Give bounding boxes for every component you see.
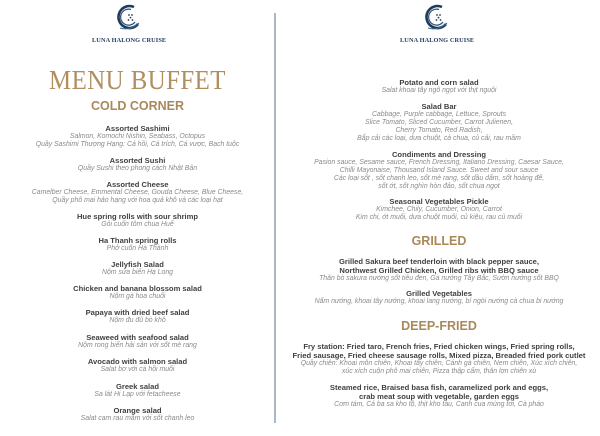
menu-item: [278, 102, 600, 143]
dish-description: Pasion sauce, Sesame sauce, French Dressing, Italiano Dressing, Caesar Sauce,: [314, 159, 564, 166]
menu-item: [278, 289, 600, 306]
dish-name: Salad Bar: [421, 102, 457, 111]
dish-name: Papaya with dried beef salad: [85, 308, 190, 317]
menu-title: MENU BUFFET: [49, 65, 226, 95]
menu-item: [278, 197, 600, 222]
right-page: [278, 0, 600, 436]
dish-name: Fry station: Fried taro, French fries, Fried chicken wings, Fried spring rolls,: [303, 342, 575, 351]
dish-name: Hue spring rolls with sour shrimp: [76, 212, 199, 221]
menu-item: [0, 357, 275, 374]
dish-description: Nộm đu đủ bò khô: [109, 317, 166, 324]
dish-name: Grilled Sakura beef tenderloin with black pepper sauce,: [338, 257, 540, 266]
menu-item: [0, 180, 275, 205]
dish-description: Phở cuốn Hà Thành: [106, 245, 169, 252]
dish-description: Chilli Mayonaise, Thousand Island Sauce. Sweet and sour sauce: [339, 167, 539, 174]
menu-item: [278, 342, 600, 376]
menu-item: [0, 156, 275, 173]
menu-item: [0, 260, 275, 277]
dish-description: Salat khoai tây ngô ngọt với thịt nguội: [381, 87, 497, 94]
dish-description: Kimchee, Chily, Cucumber, Onion, Carrot: [376, 206, 502, 213]
dish-description: sốt ớt, sốt nghìn hòn đảo, sốt chua ngọt: [378, 183, 500, 190]
dish-description: Nấm nướng, khoai tây nướng, khoai lang nướng, bí ngòi nướng cà chua bi nướng: [314, 298, 564, 305]
dish-name: crab meat soup with vegetable, garden eggs: [359, 392, 519, 401]
dish-name: Avocado with salmon salad: [87, 357, 188, 366]
menu-item: [0, 308, 275, 325]
dish-description: Salmon, Komochi Nishin, Seabass, Octopus: [69, 133, 206, 140]
dish-description: Quầy phô mai hảo hạng với hoa quả khô và các loại hạt: [52, 197, 223, 204]
menu-item: [0, 284, 275, 301]
menu-item: [0, 406, 275, 423]
dish-description: Kim chi, ớt muối, dưa chuột muối, củ kiệu, rau củ muối: [355, 214, 523, 221]
dish-description: Quầy chiên: Khoai môn chiên, Khoai tây chiên, Cánh gà chiên, Nem chiên, Xúc xích chiên,: [300, 360, 578, 367]
dish-description: Nộm sứa biển Hạ Long: [101, 269, 174, 276]
section-deep-fried: DEEP-FRIED: [401, 319, 477, 333]
menu-item: [0, 236, 275, 253]
left-page: [0, 0, 275, 436]
dish-name: Potato and corn salad: [399, 78, 479, 87]
dish-name: Assorted Sushi: [109, 156, 166, 165]
dish-name: Greek salad: [115, 382, 160, 391]
dish-description: Nộm gà hoa chuối: [109, 293, 166, 300]
menu-item: [0, 212, 275, 229]
menu-item: [278, 150, 600, 191]
dish-description: Camelber Cheese, Emmental Cheese, Gouda Cheese, Blue Cheese,: [31, 189, 244, 196]
menu-item: [278, 257, 600, 283]
brand-name: LUNA HALONG CRUISE: [400, 37, 475, 44]
dish-name: Orange salad: [113, 406, 162, 415]
dish-description: Các loại sốt , sốt chanh leo, sốt mè rang, sốt dầu dấm, sốt hoàng đế,: [333, 175, 545, 182]
section-cold-corner: COLD CORNER: [90, 99, 185, 113]
dish-name: Grilled Vegetables: [406, 289, 472, 298]
menu-item: [0, 124, 275, 149]
dish-description: Cabbage, Purple cabbage, Lettuce, Sprouts: [371, 111, 507, 118]
dish-description: Thăn bò sakura nướng sốt tiêu đen, Gà nướng Tây Bắc, Sườn nướng sốt BBQ: [319, 275, 559, 282]
luna-logo-icon: [420, 3, 452, 31]
dish-description: Salat cam rau mầm với sốt chanh leo: [80, 415, 195, 422]
dish-name: Seasonal Vegetables Pickle: [389, 197, 489, 206]
dish-name: Northwest Grilled Chicken, Grilled ribs with BBQ sauce: [339, 266, 539, 275]
dish-description: Bắp cải các loại, dưa chuột, cà chua, củ cải, rau mầm: [357, 135, 521, 142]
dish-name: Assorted Cheese: [106, 180, 169, 189]
dish-name: Assorted Sashimi: [105, 124, 170, 133]
dish-description: xúc xích cuộn phô mai chiên, Pizza thập cẩm, thăn lợn chiên xù: [341, 368, 537, 375]
dish-name: Seaweed with seafood salad: [86, 333, 189, 342]
dish-description: Slice Tomato, Sliced Cucumber, Carrot Julienen,: [365, 119, 513, 126]
dish-description: Sa lát Hi Lạp với fetacheese: [94, 391, 181, 398]
luna-logo-icon: [112, 3, 144, 31]
dish-name: Chicken and banana blossom salad: [73, 284, 202, 293]
dish-description: Cơm tám, Cá ba sa kho tộ, thịt kho tàu, Canh cua mùng tơi, Cà pháo: [334, 401, 544, 408]
dish-description: Cherry Tomato, Red Radish,: [395, 127, 483, 134]
dish-name: Condiments and Dressing: [391, 150, 487, 159]
menu-item: [0, 333, 275, 350]
dish-description: Salat bơ với cá hồi muối: [100, 366, 175, 373]
dish-description: Quầy Sashimi Thượng Hạng: Cá hồi, Cá trích, Cá vược, Bạch tuộc: [35, 141, 240, 148]
dish-description: Gỏi cuốn tôm chua Huế: [101, 221, 174, 228]
dish-name: Jellyfish Salad: [111, 260, 164, 269]
menu-item: [278, 383, 600, 409]
dish-name: Ha Thanh spring rolls: [98, 236, 177, 245]
brand-name: LUNA HALONG CRUISE: [92, 37, 167, 44]
dish-name: Fried sausage, Fried cheese sausage rolls, Mixed pizza, Breaded fried pork cutlet: [292, 351, 586, 360]
menu-item: [0, 382, 275, 399]
dish-description: Quầy Sushi theo phong cách Nhật Bản: [77, 165, 198, 172]
section-grilled: GRILLED: [411, 234, 467, 248]
dish-description: Nộm rong biển hải sản với sốt mè rang: [78, 342, 197, 349]
dish-name: Steamed rice, Braised basa fish, caramelized pork and eggs,: [329, 383, 549, 392]
menu-item: [278, 78, 600, 95]
